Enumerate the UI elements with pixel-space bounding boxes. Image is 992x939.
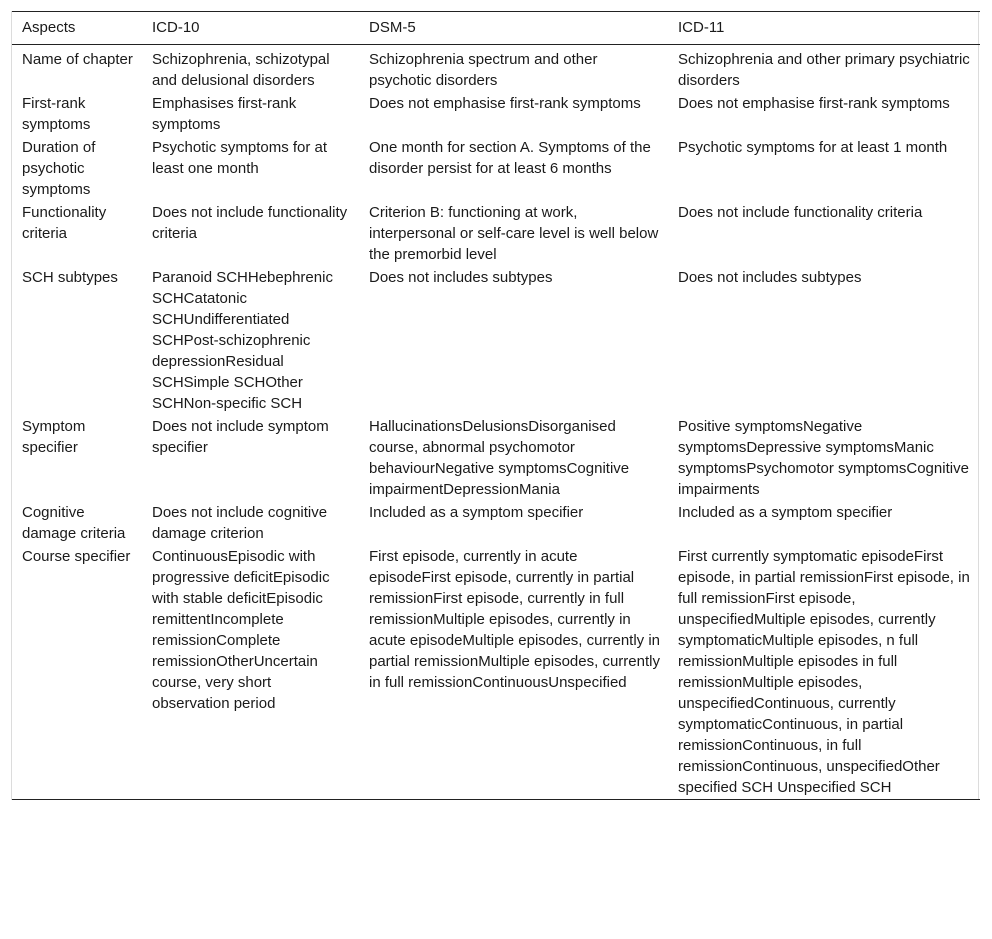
header-aspects: Aspects bbox=[22, 19, 76, 36]
cell-icd11: First currently symptomatic episodeFirst episode, in partial remissionFirst episode, in full remissionFirst episode, unspecifiedMultiple episodes, currently symptomaticMultiple episodes, n full remissionMultiple episodes in full remissionMultiple episodes, unspecifiedContinuous, currently symptomaticContinuous, in partial remissionContinuous, in full remissionContinuous, unspecifiedOther specified SCH Unspecified SCH bbox=[678, 548, 970, 796]
comparison-table-container bbox=[11, 11, 979, 800]
table-row bbox=[12, 45, 980, 93]
cell-aspect: Name of chapter bbox=[22, 51, 133, 68]
header-dsm5: DSM-5 bbox=[369, 19, 416, 36]
table-row bbox=[12, 545, 980, 800]
cell-icd11: Does not emphasise first-rank symptoms bbox=[678, 95, 950, 112]
cell-icd10: ContinuousEpisodic with progressive deficitEpisodic with stable deficitEpisodic remittentIncomplete remissionComplete remissionOtherUncertain course, very short observation period bbox=[152, 548, 330, 712]
cell-aspect: SCH subtypes bbox=[22, 269, 118, 286]
header-icd11: ICD-11 bbox=[678, 19, 725, 36]
cell-icd11: Included as a symptom specifier bbox=[678, 504, 893, 521]
cell-icd10: Does not include cognitive damage criterion bbox=[152, 504, 328, 542]
cell-icd10: Paranoid SCHHebephrenic SCHCatatonic SCHUndifferentiated SCHPost-schizophrenic depressionResidual SCHSimple SCHOther SCHNon-specific SCH bbox=[152, 269, 333, 412]
comparison-table bbox=[12, 11, 980, 800]
table-row bbox=[12, 136, 980, 201]
cell-aspect: First-rank symptoms bbox=[22, 95, 91, 133]
header-icd10: ICD-10 bbox=[152, 19, 200, 36]
cell-icd10: Does not include functionality criteria bbox=[152, 204, 348, 242]
cell-dsm5: Criterion B: functioning at work, interpersonal or self-care level is well below the premorbid level bbox=[369, 204, 659, 263]
cell-icd11: Does not includes subtypes bbox=[678, 269, 862, 286]
table-header-row bbox=[12, 12, 980, 45]
cell-icd11: Psychotic symptoms for at least 1 month bbox=[678, 139, 948, 156]
cell-aspect: Duration of psychotic symptoms bbox=[22, 139, 96, 198]
cell-dsm5: Does not includes subtypes bbox=[369, 269, 553, 286]
cell-icd10: Schizophrenia, schizotypal and delusional disorders bbox=[152, 51, 330, 89]
cell-dsm5: Included as a symptom specifier bbox=[369, 504, 584, 521]
cell-dsm5: Schizophrenia spectrum and other psychotic disorders bbox=[369, 51, 598, 89]
cell-dsm5: Does not emphasise first-rank symptoms bbox=[369, 95, 641, 112]
cell-icd10: Psychotic symptoms for at least one month bbox=[152, 139, 328, 177]
table-row bbox=[12, 201, 980, 266]
table-row bbox=[12, 266, 980, 415]
table-row bbox=[12, 501, 980, 545]
cell-icd10: Emphasises first-rank symptoms bbox=[152, 95, 297, 133]
cell-aspect: Symptom specifier bbox=[22, 418, 86, 456]
cell-aspect: Functionality criteria bbox=[22, 204, 107, 242]
cell-icd11: Schizophrenia and other primary psychiatric disorders bbox=[678, 51, 970, 89]
cell-aspect: Course specifier bbox=[22, 548, 131, 565]
cell-icd11: Positive symptomsNegative symptomsDepressive symptomsManic symptomsPsychomotor symptomsCognitive impairments bbox=[678, 418, 969, 498]
cell-dsm5: HallucinationsDelusionsDisorganised course, abnormal psychomotor behaviourNegative symptomsCognitive impairmentDepressionMania bbox=[369, 418, 630, 498]
table-row bbox=[12, 415, 980, 501]
cell-icd10: Does not include symptom specifier bbox=[152, 418, 329, 456]
cell-icd11: Does not include functionality criteria bbox=[678, 204, 923, 221]
table-row bbox=[12, 92, 980, 136]
cell-dsm5: First episode, currently in acute episodeFirst episode, currently in partial remissionFirst episode, currently in full remissionMultiple episodes, currently in acute episodeMultiple episodes, currently in partial remissionMultiple episodes, currently in full remissionContinuousUnspecified bbox=[369, 548, 660, 691]
cell-dsm5: One month for section A. Symptoms of the disorder persist for at least 6 months bbox=[369, 139, 651, 177]
cell-aspect: Cognitive damage criteria bbox=[22, 504, 126, 542]
